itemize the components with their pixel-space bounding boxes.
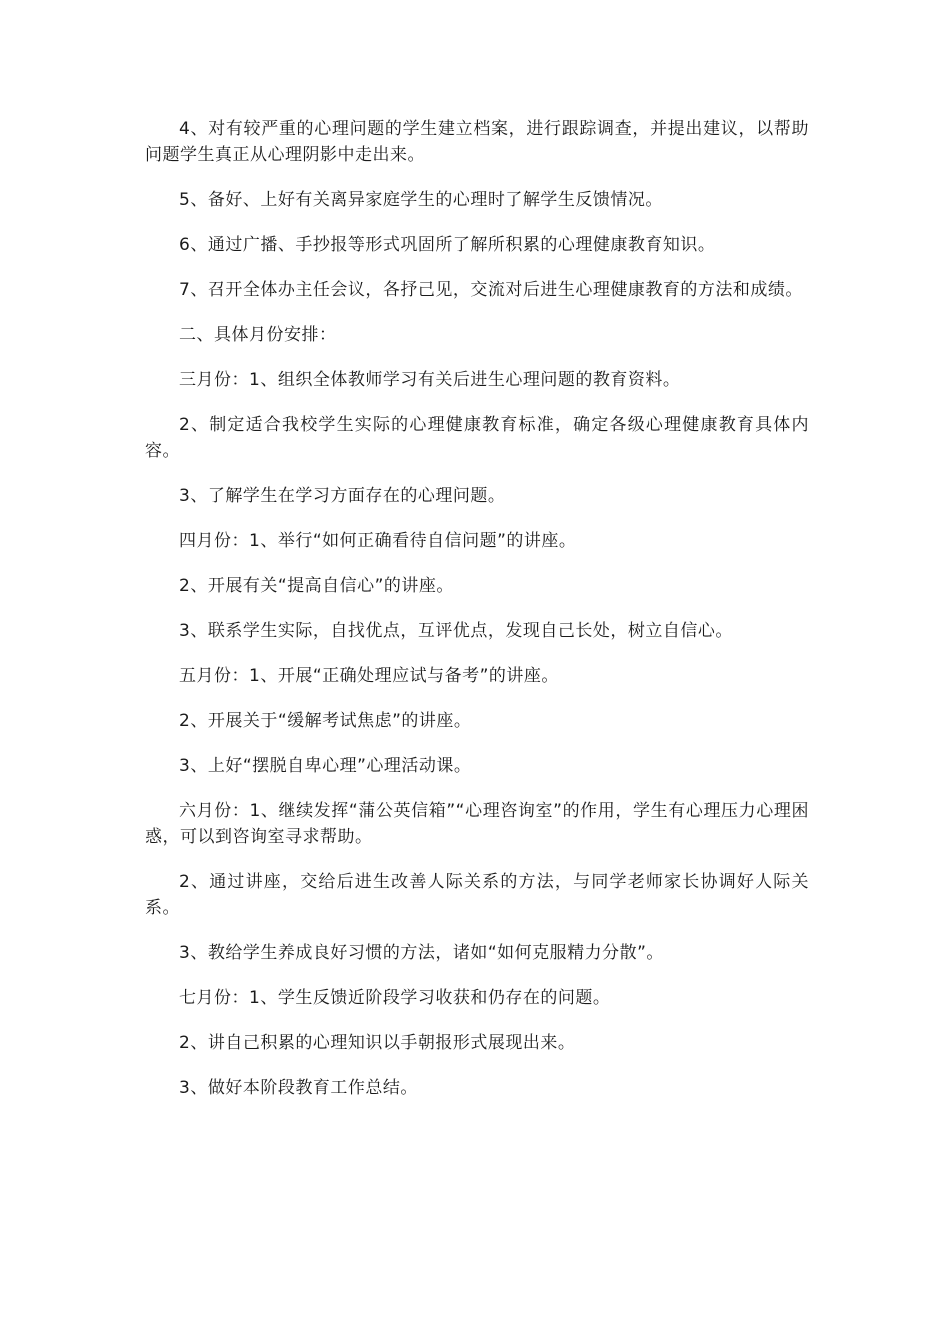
- july-item-1: 七月份：1、学生反馈近阶段学习收获和仍存在的问题。: [179, 988, 611, 1008]
- april-item-3: 3、联系学生实际，自找优点，互评优点，发现自己长处，树立自信心。: [179, 621, 733, 641]
- march-item-2: 2、制定适合我校学生实际的心理健康教育标准，确定各级心理健康教育具体内容。: [145, 415, 809, 461]
- june-item-1: 六月份：1、继续发挥“蒲公英信箱”“心理咨询室”的作用，学生有心理压力心理困惑，可以到咨询室寻求帮助。: [145, 801, 809, 847]
- document-body: [145, 116, 809, 1120]
- paragraph-item-5: 5、备好、上好有关离异家庭学生的心理时了解学生反馈情况。: [179, 190, 663, 210]
- march-item-3: 3、了解学生在学习方面存在的心理问题。: [179, 486, 506, 506]
- april-item-1: 四月份：1、举行“如何正确看待自信问题”的讲座。: [179, 531, 577, 551]
- paragraph-item-6: 6、通过广播、手抄报等形式巩固所了解所积累的心理健康教育知识。: [179, 235, 716, 255]
- paragraph-item-7: 7、召开全体办主任会议，各抒己见，交流对后进生心理健康教育的方法和成绩。: [179, 280, 803, 300]
- march-item-1: 三月份：1、组织全体教师学习有关后进生心理问题的教育资料。: [179, 370, 681, 390]
- april-item-2: 2、开展有关“提高自信心”的讲座。: [179, 576, 454, 596]
- may-item-1: 五月份：1、开展“正确处理应试与备考”的讲座。: [179, 666, 559, 686]
- july-item-2: 2、讲自己积累的心理知识以手朝报形式展现出来。: [179, 1033, 576, 1053]
- june-item-3: 3、教给学生养成良好习惯的方法，诸如“如何克服精力分散”。: [179, 943, 664, 963]
- may-item-2: 2、开展关于“缓解考试焦虑”的讲座。: [179, 711, 472, 731]
- june-item-2: 2、通过讲座，交给后进生改善人际关系的方法，与同学老师家长协调好人际关系。: [145, 872, 809, 918]
- section-heading-monthly-plan: 二、具体月份安排：: [179, 325, 337, 345]
- paragraph-item-4: 4、对有较严重的心理问题的学生建立档案，进行跟踪调查，并提出建议，以帮助问题学生真正从心理阴影中走出来。: [145, 119, 809, 165]
- july-item-3: 3、做好本阶段教育工作总结。: [179, 1078, 418, 1098]
- may-item-3: 3、上好“摆脱自卑心理”心理活动课。: [179, 756, 472, 776]
